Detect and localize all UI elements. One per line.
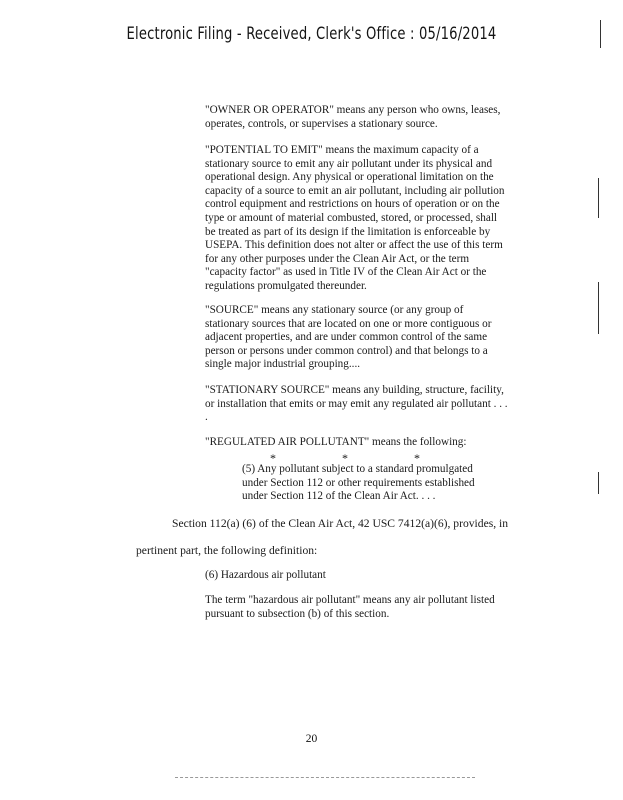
section-112-intro-line2: pertinent part, the following definition: xyxy=(136,544,318,557)
scan-edge-mark xyxy=(598,178,599,218)
scan-edge-mark xyxy=(598,282,599,334)
scan-noise-line xyxy=(175,777,475,778)
definition-potential-to-emit: "POTENTIAL TO EMIT" means the maximum capacity of a stationary source to emit any air pollutant under its physical and operational design. Any physical or operational limitation on the capacity of a source to emit an air pollutant, including air pollution control equipment and restrictions on hours of operation or on the type or amount of material combusted, stored, or processed, shall be treated as part of its design if the limitation is enforceable by USEPA. This definition does not alter or affect the use of this term for any other purposes under the Clean Air Act, or the term "capacity factor" as used in Title IV of the Clean Air Act or the regulations promulgated thereunder. xyxy=(205,144,505,292)
scan-edge-mark xyxy=(600,20,601,48)
star-3: * xyxy=(414,451,420,465)
definition-stationary-source: "STATIONARY SOURCE" means any building, structure, facility, or installation that emits or may emit any regulated air pollutant . . . . xyxy=(205,384,508,424)
regulated-item-5: (5) Any pollutant subject to a standard promulgated under Section 112 or other requirements established under Section 112 of the Clean Air Act. . . . xyxy=(242,463,475,503)
definition-source: "SOURCE" means any stationary source (or any group of stationary sources that are located on one or more contiguous or adjacent properties, and are under common control of the same person or persons under common control) and that belongs to a single major industrial grouping.... xyxy=(205,304,492,371)
section-112-intro-line1: Section 112(a) (6) of the Clean Air Act, 42 USC 7412(a)(6), provides, in xyxy=(172,517,509,530)
scan-edge-mark xyxy=(598,472,599,494)
electronic-filing-stamp: Electronic Filing - Received, Clerk's Office : 05/16/2014 xyxy=(126,24,497,44)
hazardous-air-pollutant-definition: The term "hazardous air pollutant" means any air pollutant listed pursuant to subsection (b) of this section. xyxy=(205,594,495,620)
definition-regulated-air-pollutant: "REGULATED AIR POLLUTANT" means the following: xyxy=(205,436,467,448)
definition-owner-operator: "OWNER OR OPERATOR" means any person who owns, leases, operates, controls, or supervises a stationary source. xyxy=(205,104,501,130)
star-2: * xyxy=(342,451,348,465)
star-1: * xyxy=(270,451,276,465)
hazardous-air-pollutant-heading: (6) Hazardous air pollutant xyxy=(205,569,326,581)
page-number: 20 xyxy=(305,733,318,745)
